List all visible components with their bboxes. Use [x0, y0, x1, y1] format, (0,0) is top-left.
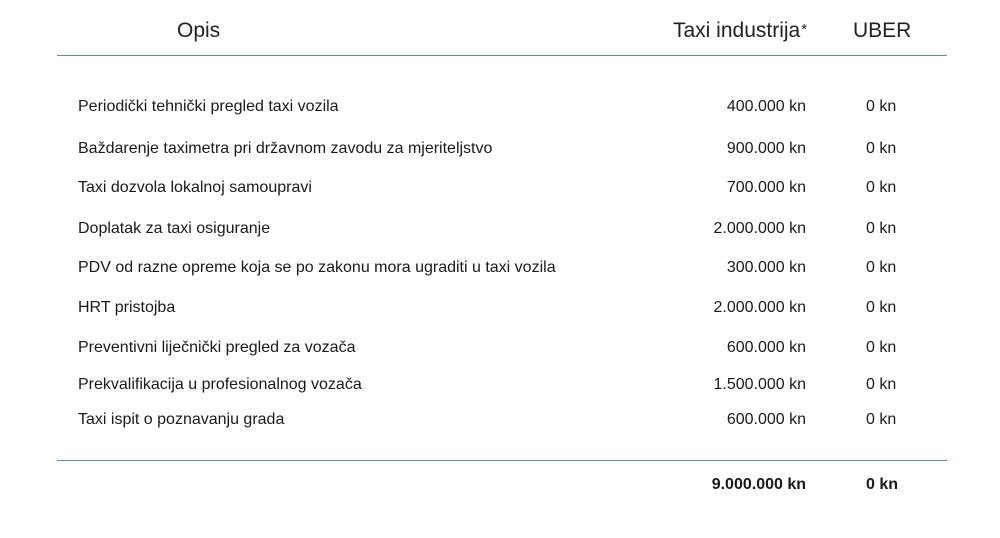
row-taxi-cost: 2.000.000 kn [713, 220, 806, 237]
row-taxi-cost: 900.000 kn [726, 140, 806, 157]
row-description: HRT pristojba [78, 299, 176, 316]
table-row [0, 408, 1000, 432]
totals-divider [57, 460, 947, 461]
column-header-uber: UBER [853, 19, 912, 42]
table-row [0, 176, 1000, 200]
column-header-taxi [673, 19, 807, 43]
row-uber-cost: 0 kn [866, 179, 897, 196]
row-uber-cost: 0 kn [866, 140, 897, 157]
row-description: Taxi dozvola lokalnoj samoupravi [78, 179, 312, 196]
row-taxi-cost: 600.000 kn [726, 411, 806, 428]
row-uber-cost: 0 kn [866, 220, 897, 237]
column-header-description: Opis [177, 19, 221, 42]
total-uber-cost: 0 kn [866, 476, 899, 493]
totals-row [0, 472, 1000, 498]
footnote-marker: * [801, 21, 808, 38]
row-uber-cost: 0 kn [866, 98, 897, 115]
header-divider [57, 55, 947, 56]
total-taxi-cost: 9.000.000 kn [711, 476, 806, 493]
table-row [0, 137, 1000, 161]
row-uber-cost: 0 kn [866, 299, 897, 316]
table-row [0, 336, 1000, 360]
row-description: Baždarenje taximetra pri državnom zavodu za mjeriteljstvo [78, 140, 493, 157]
row-uber-cost: 0 kn [866, 411, 897, 428]
row-uber-cost: 0 kn [866, 339, 897, 356]
row-taxi-cost: 400.000 kn [726, 98, 806, 115]
table-row [0, 373, 1000, 397]
column-header-taxi-label: Taxi industrija [673, 19, 801, 42]
row-uber-cost: 0 kn [866, 376, 897, 393]
row-taxi-cost: 300.000 kn [726, 259, 806, 276]
row-taxi-cost: 2.000.000 kn [713, 299, 806, 316]
row-taxi-cost: 700.000 kn [726, 179, 806, 196]
row-uber-cost: 0 kn [866, 259, 897, 276]
row-description: Doplatak za taxi osiguranje [78, 220, 271, 237]
row-taxi-cost: 600.000 kn [726, 339, 806, 356]
table-row [0, 256, 1000, 280]
row-description: PDV od razne opreme koja se po zakonu mora ugraditi u taxi vozila [78, 259, 556, 276]
row-description: Periodički tehnički pregled taxi vozila [78, 98, 339, 115]
table-row [0, 95, 1000, 119]
table-row [0, 296, 1000, 320]
row-description: Prekvalifikacija u profesionalnog vozača [78, 376, 362, 393]
table-row [0, 217, 1000, 241]
row-description: Preventivni liječnički pregled za vozača [78, 339, 356, 356]
row-taxi-cost: 1.500.000 kn [713, 376, 806, 393]
row-description: Taxi ispit o poznavanju grada [78, 411, 285, 428]
